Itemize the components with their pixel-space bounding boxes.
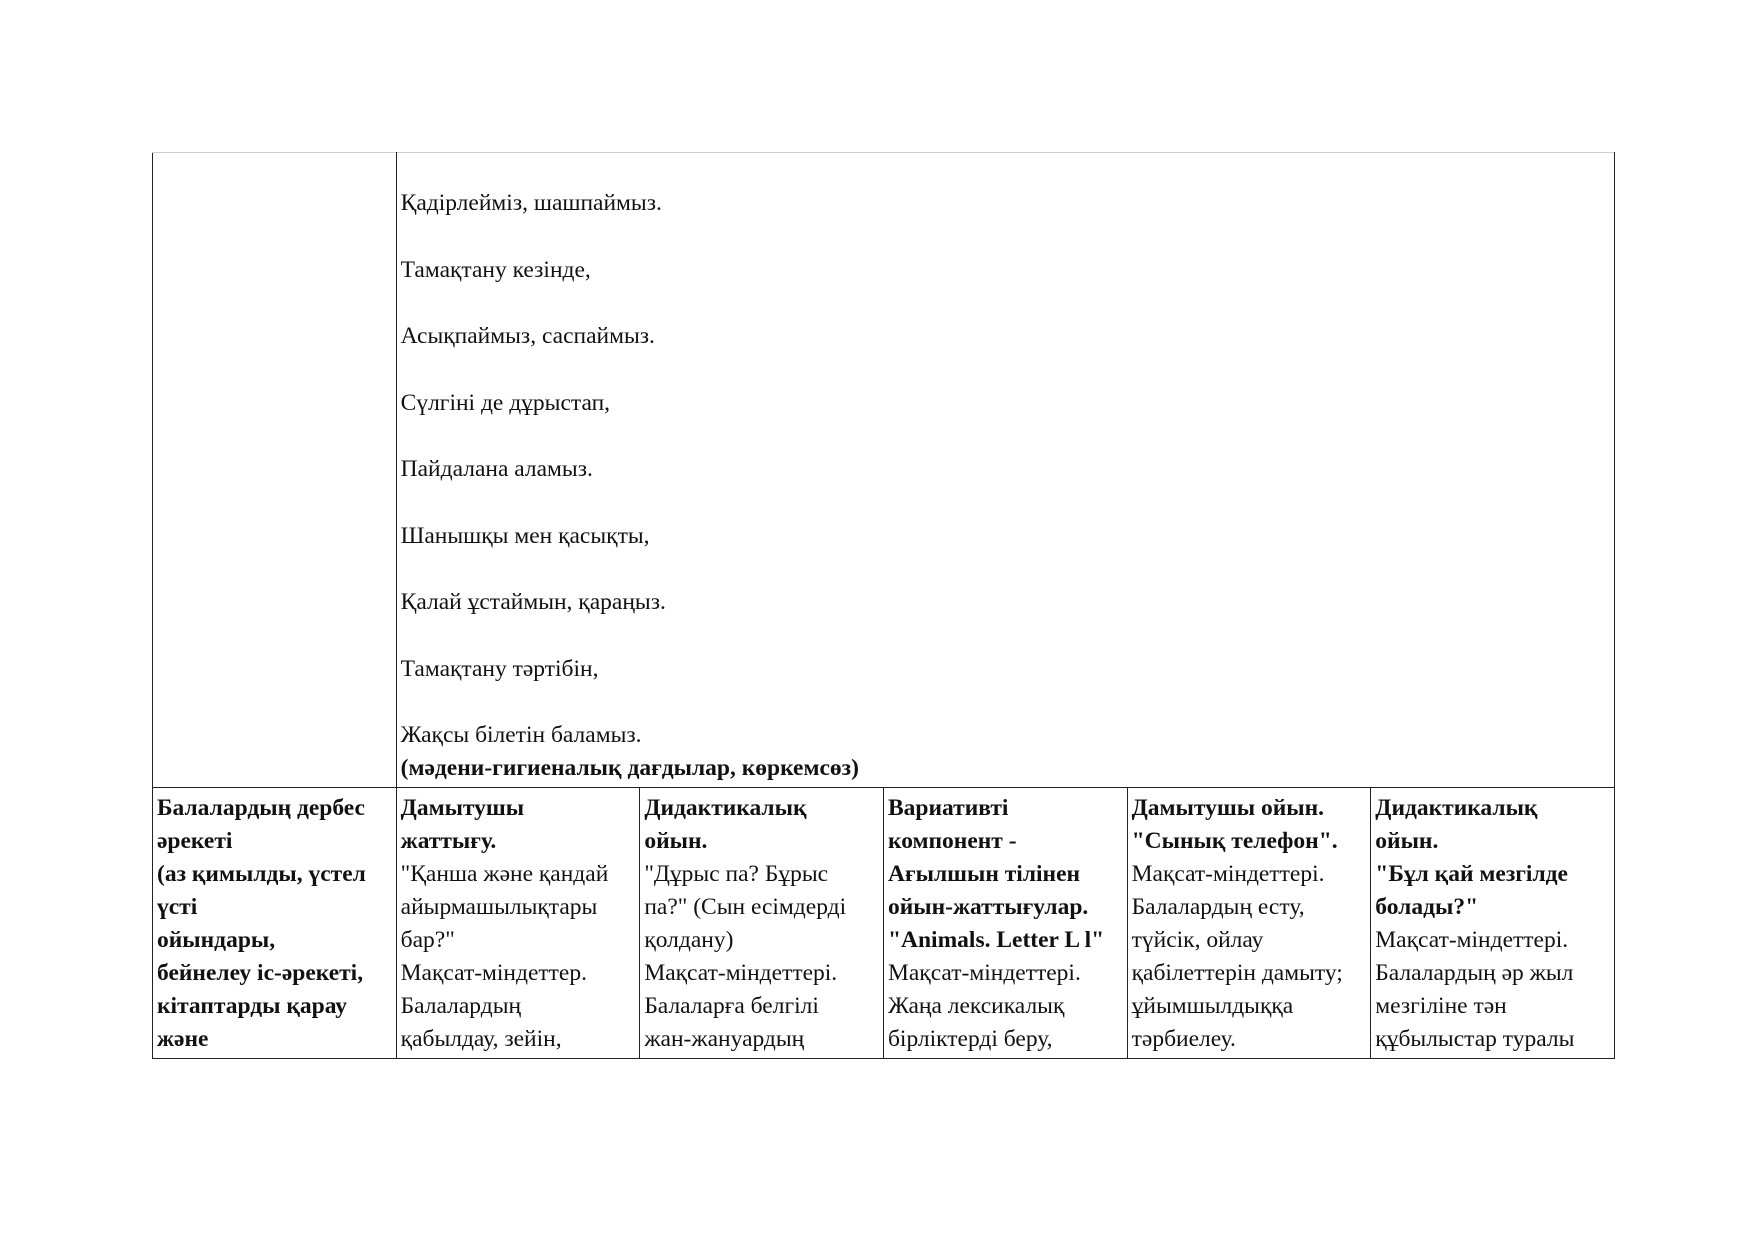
activity-cell-1: [396, 788, 640, 1059]
poem-line: Қадірлейміз, шашпаймыз.: [400, 190, 662, 216]
row-header-line: және: [157, 1026, 209, 1052]
row-header-line: әрекеті: [157, 828, 233, 854]
activity-text-line: қабылдау, зейін,: [400, 1026, 562, 1052]
row-header-line: бейнелеу іс-әрекеті,: [157, 960, 364, 986]
poem-cell: [396, 153, 1614, 788]
activity-text-line: бірліктерді беру,: [887, 1026, 1053, 1052]
activity-text-line: Мақсат-міндеттері.: [887, 960, 1081, 986]
activity-text-line: "Қанша және қандай: [400, 861, 609, 887]
activity-text-line: айырмашылықтары: [400, 894, 598, 920]
activity-text-line: бар?": [400, 927, 455, 953]
row-header-cell: [153, 788, 397, 1059]
activity-text-line: Балалардың: [400, 993, 522, 1019]
row-header-line: үсті: [157, 894, 198, 920]
poem-note: (мәдени-гигиеналық дағдылар, көркемсөз): [400, 755, 859, 781]
activity-text-line: құбылыстар туралы: [1375, 1026, 1575, 1052]
activity-title-line: Дамытушы ойын.: [1131, 795, 1324, 821]
activity-text-line: Мақсат-міндеттері.: [644, 960, 838, 986]
activity-text-line: Мақсат-міндеттері.: [1375, 927, 1569, 953]
activity-title-line: ойын-жаттығулар.: [887, 894, 1089, 920]
poem-line: Шанышқы мен қасықты,: [400, 522, 650, 549]
activity-text-line: "Дұрыс па? Бұрыс: [644, 861, 829, 887]
activity-cell-2: [640, 788, 884, 1059]
activity-title-line: "Бұл қай мезгілде: [1375, 861, 1568, 887]
activity-text-line: Балалардың есту,: [1131, 894, 1305, 920]
poem-line: Тамақтану тәртібін,: [400, 655, 599, 682]
row-header-line: (аз қимылды, үстел: [157, 861, 366, 887]
activity-text-line: жан-жануардың: [644, 1026, 805, 1052]
activity-text-line: қолдану): [644, 927, 734, 953]
row-header-line: Балалардың дербес: [157, 795, 365, 821]
row-header-line: ойындары,: [157, 927, 276, 953]
activity-cell-5: [1371, 788, 1615, 1059]
activity-title-line: болады?": [1375, 894, 1479, 920]
activity-text-line: мезгіліне тән: [1375, 993, 1507, 1019]
poem-line: Сүлгіні де дұрыстап,: [400, 389, 611, 416]
schedule-table: [152, 152, 1615, 1059]
poem-line: Жақсы білетін баламыз.: [400, 722, 642, 748]
poem-line: Тамақтану кезінде,: [400, 256, 591, 283]
activity-title-line: Дидактикалық: [644, 795, 807, 821]
empty-header-cell: [153, 153, 397, 788]
activity-cell-3: [883, 788, 1127, 1059]
poem-row: [153, 153, 1615, 788]
activity-text-line: па?" (Сын есімдерді: [644, 894, 847, 920]
activity-title-line: "Animals. Letter L l": [887, 927, 1105, 953]
activity-title-line: Дамытушы: [400, 795, 525, 821]
poem-line: Асықпаймыз, саспаймыз.: [400, 323, 655, 349]
activity-text-line: ұйымшылдыққа: [1131, 993, 1294, 1019]
activity-title-line: Дидактикалық: [1375, 795, 1538, 821]
activity-title-line: жаттығу.: [400, 828, 497, 854]
activity-title-line: ойын.: [1375, 828, 1439, 854]
activity-text-line: қабілеттерін дамыту;: [1131, 960, 1343, 986]
activity-text-line: Балалардың әр жыл: [1375, 960, 1574, 986]
activity-title-line: Ағылшын тілінен: [887, 861, 1081, 887]
activity-text-line: түйсік, ойлау: [1131, 927, 1264, 953]
activity-text-line: Жаңа лексикалық: [887, 993, 1065, 1019]
activity-cell-4: [1127, 788, 1371, 1059]
activity-text-line: Балаларға белгілі: [644, 993, 819, 1019]
activity-title-line: компонент -: [887, 828, 1017, 854]
activity-title-line: ойын.: [644, 828, 708, 854]
activities-row: [153, 788, 1615, 1059]
activity-title-line: Вариативті: [887, 795, 1009, 821]
activity-text-line: Мақсат-міндеттері.: [1131, 861, 1325, 887]
poem-line: Қалай ұстаймын, қараңыз.: [400, 589, 666, 615]
activity-title-line: "Сынық телефон".: [1131, 828, 1338, 854]
row-header-line: кітаптарды қарау: [157, 993, 347, 1019]
activity-text-line: тәрбиелеу.: [1131, 1026, 1236, 1052]
activity-text-line: Мақсат-міндеттер.: [400, 960, 587, 986]
poem-line: Пайдалана аламыз.: [400, 456, 593, 482]
